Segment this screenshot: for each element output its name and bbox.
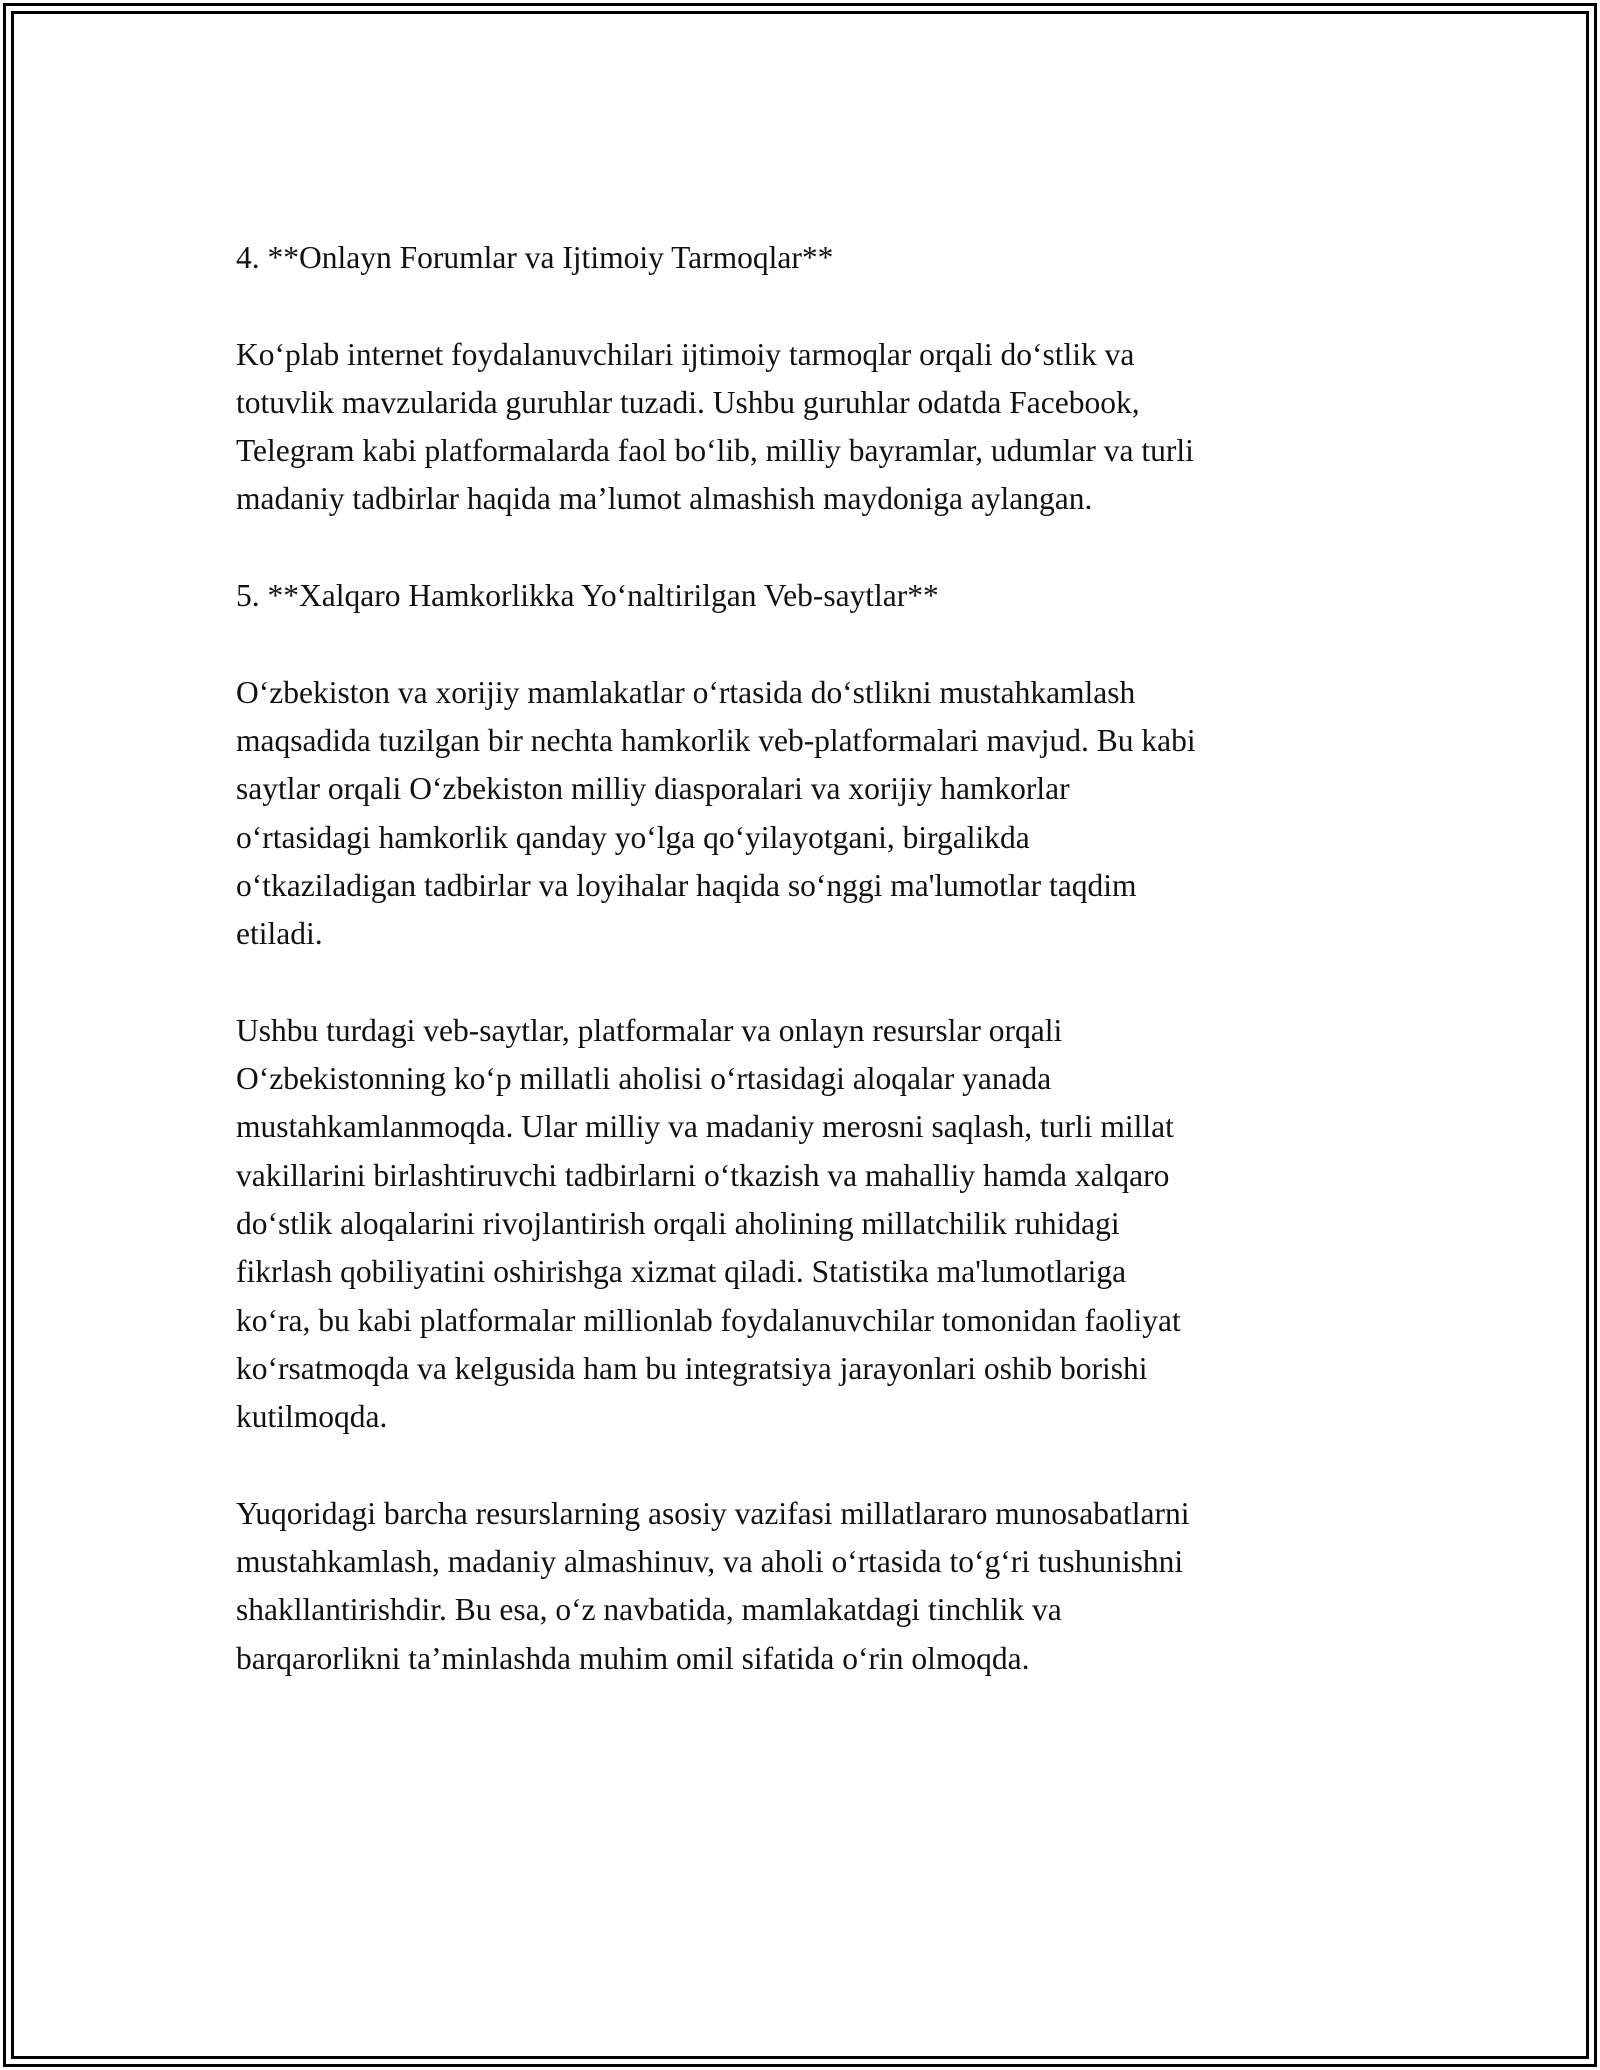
section-heading-5 (236, 572, 1366, 620)
text-line: do‘stlik aloqalarini rivojlantirish orqali aholining millatchilik ruhidagi (236, 1205, 1120, 1241)
section-heading-4 (236, 234, 1366, 282)
text-line: 4. **Onlayn Forumlar va Ijtimoiy Tarmoqlar** (236, 240, 834, 275)
paragraph-international (236, 669, 1366, 959)
text-line: shakllantirishdir. Bu esa, o‘z navbatida, mamlakatdagi tinchlik va (236, 1592, 1062, 1628)
text-line: mustahkamlash, madaniy almashinuv, va aholi o‘rtasida to‘g‘ri tushunishni (236, 1544, 1184, 1580)
text-line: etiladi. (236, 916, 323, 952)
text-line: o‘tkaziladigan tadbirlar va loyihalar haqida so‘nggi ma'lumotlar taqdim (236, 867, 1137, 903)
text-line: Ushbu turdagi veb-saytlar, platformalar va onlayn resurslar orqali (236, 1012, 1063, 1048)
text-line: mustahkamlanmoqda. Ular milliy va madaniy merosni saqlash, turli millat (236, 1109, 1174, 1145)
text-line: O‘zbekiston va xorijiy mamlakatlar o‘rtasida do‘stlikni mustahkamlash (236, 674, 1136, 710)
text-line: kutilmoqda. (236, 1399, 388, 1435)
text-line: Ko‘plab internet foydalanuvchilari ijtimoiy tarmoqlar orqali do‘stlik va (236, 336, 1135, 372)
paragraph-forums (236, 331, 1366, 524)
text-line: fikrlash qobiliyatini oshirishga xizmat qiladi. Statistika ma'lumotlariga (236, 1254, 1127, 1290)
text-line: madaniy tadbirlar haqida ma’lumot almashish maydoniga aylangan. (236, 481, 1093, 517)
text-line: o‘rtasidagi hamkorlik qanday yo‘lga qo‘yilayotgani, birgalikda (236, 819, 1030, 855)
text-line: Telegram kabi platformalarda faol bo‘lib, milliy bayramlar, udumlar va turli (236, 433, 1194, 469)
paragraph-conclusion (236, 1490, 1366, 1683)
text-line: totuvlik mavzularida guruhlar tuzadi. Ushbu guruhlar odatda Facebook, (236, 384, 1140, 420)
text-line: ko‘rsatmoqda va kelgusida ham bu integratsiya jarayonlari oshib borishi (236, 1350, 1148, 1386)
text-line: maqsadida tuzilgan bir nechta hamkorlik veb-platformalari mavjud. Bu kabi (236, 722, 1196, 758)
text-line: Yuqoridagi barcha resurslarning asosiy vazifasi millatlararo munosabatlarni (236, 1495, 1190, 1531)
document-body (236, 234, 1366, 1683)
text-line: vakillarini birlashtiruvchi tadbirlarni o‘tkazish va mahalliy hamda xalqaro (236, 1157, 1170, 1193)
text-line: O‘zbekistonning ko‘p millatli aholisi o‘rtasidagi aloqalar yanada (236, 1061, 1052, 1097)
text-line: 5. **Xalqaro Hamkorlikka Yo‘naltirilgan Veb-saytlar** (236, 578, 939, 614)
text-line: ko‘ra, bu kabi platformalar millionlab foydalanuvchilar tomonidan faoliyat (236, 1302, 1181, 1338)
paragraph-summary (236, 1007, 1366, 1442)
text-line: barqarorlikni ta’minlashda muhim omil sifatida o‘rin olmoqda. (236, 1640, 1030, 1676)
text-line: saytlar orqali O‘zbekiston milliy diasporalari va xorijiy hamkorlar (236, 771, 1070, 807)
